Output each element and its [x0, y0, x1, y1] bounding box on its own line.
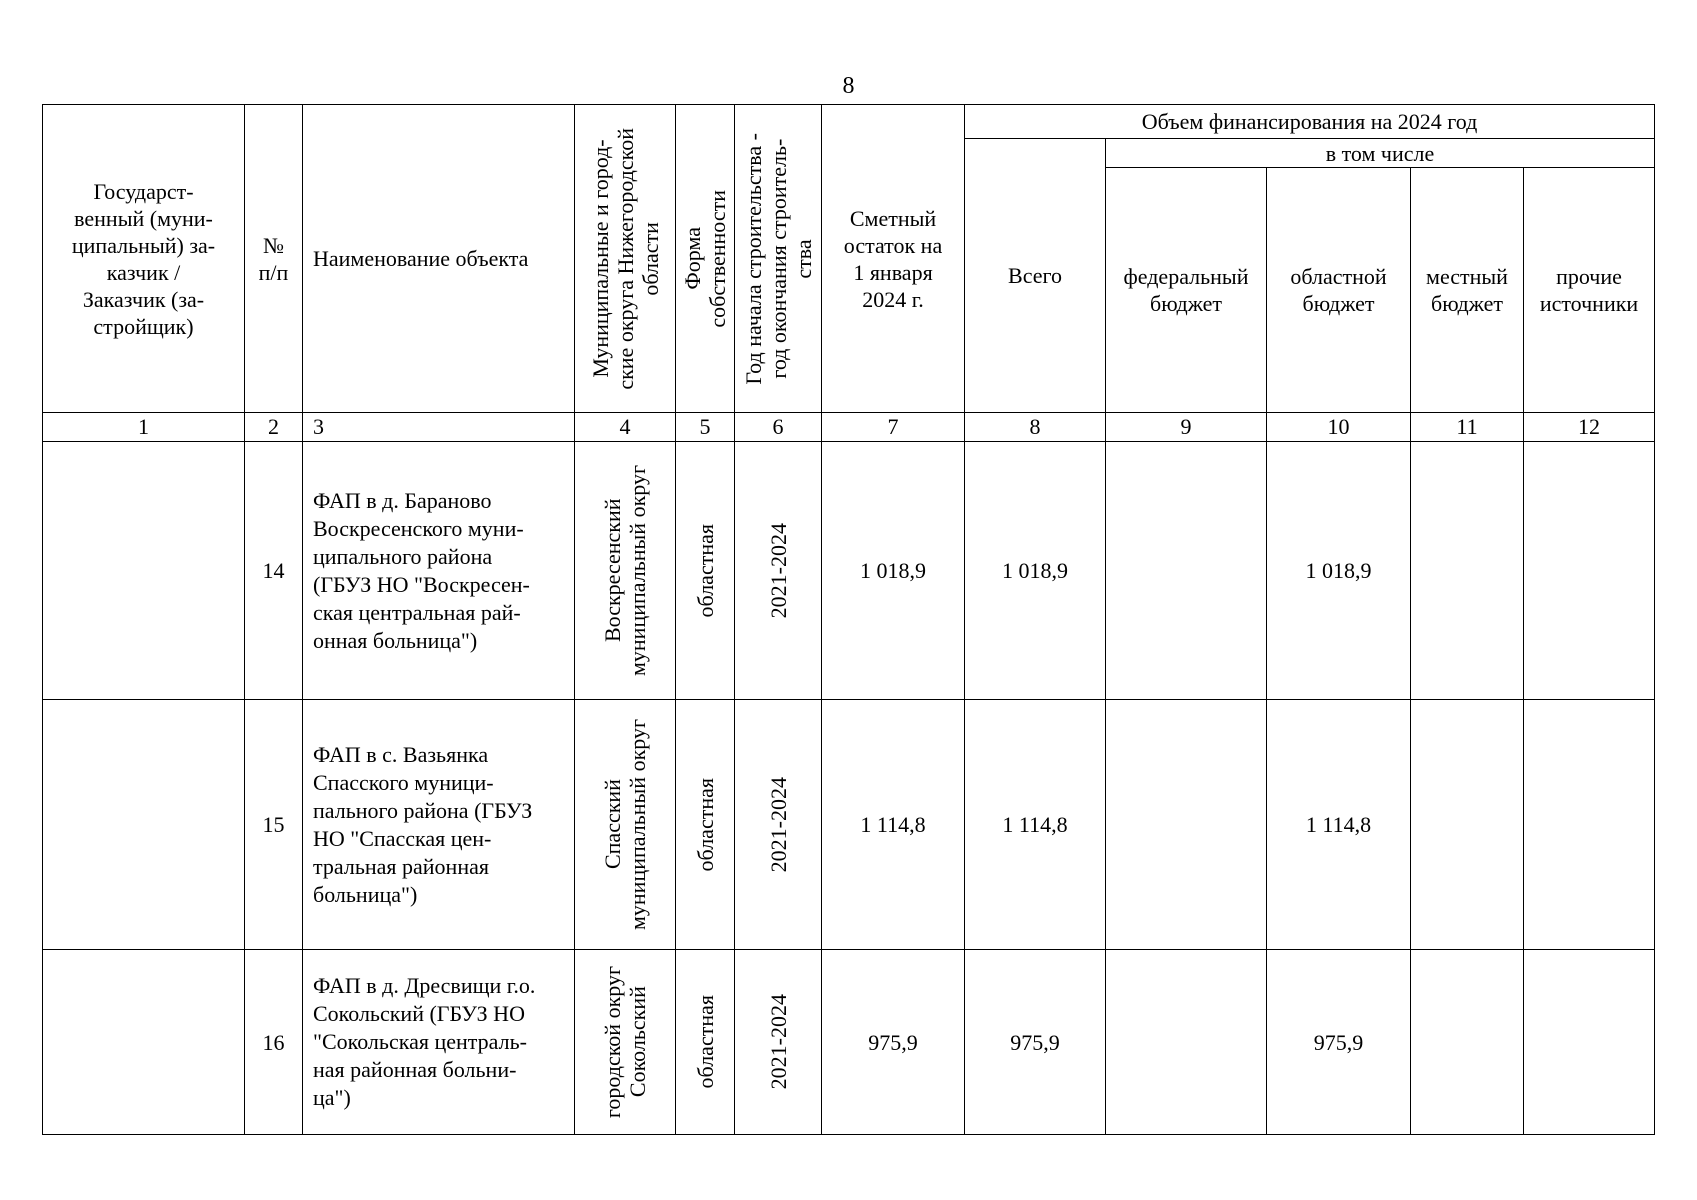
table-row	[43, 950, 1655, 1135]
header-num: № п/п	[245, 105, 303, 413]
row-district	[575, 700, 676, 950]
row-federal	[1106, 950, 1267, 1135]
header-local: местный бюджет	[1411, 168, 1524, 413]
row-other	[1524, 442, 1655, 700]
row-district-text: городской округ Сокольский	[600, 965, 650, 1119]
row-total: 975,9	[965, 950, 1106, 1135]
row-num: 14	[245, 442, 303, 700]
column-number: 10	[1267, 413, 1411, 442]
row-object-name: ФАП в с. Вазьянка Спасского муници- пального района (ГБУЗ НО "Спасская цен- тральная районная больница")	[303, 700, 575, 950]
header-district	[575, 105, 676, 413]
row-other	[1524, 700, 1655, 950]
header-total: Всего	[965, 139, 1106, 413]
row-balance: 1 114,8	[822, 700, 965, 950]
header-ownership-text: Форма собственности	[680, 189, 730, 328]
column-number: 2	[245, 413, 303, 442]
row-num: 16	[245, 950, 303, 1135]
row-regional: 1 114,8	[1267, 700, 1411, 950]
row-district	[575, 442, 676, 700]
row-years-text: 2021-2024	[765, 522, 791, 619]
row-ownership-text: областная	[692, 523, 718, 618]
row-other	[1524, 950, 1655, 1135]
column-number: 12	[1524, 413, 1655, 442]
row-years	[735, 950, 822, 1135]
row-federal	[1106, 442, 1267, 700]
column-number: 9	[1106, 413, 1267, 442]
column-number: 8	[965, 413, 1106, 442]
row-regional: 1 018,9	[1267, 442, 1411, 700]
row-years-text: 2021-2024	[765, 994, 791, 1090]
header-district-text: Муниципальные и город- ские округа Нижегородской области	[587, 127, 663, 390]
row-ownership	[676, 700, 735, 950]
row-district-text: Воскресенский муниципальный округ	[600, 464, 650, 676]
row-ownership-text: областная	[692, 777, 718, 872]
header-funding: Объем финансирования на 2024 год	[965, 105, 1655, 139]
row-customer	[43, 442, 245, 700]
row-ownership	[676, 442, 735, 700]
table-row	[43, 442, 1655, 700]
header-years-text: Год начала строительства - год окончания строитель- ства	[740, 132, 816, 385]
row-customer	[43, 700, 245, 950]
row-regional: 975,9	[1267, 950, 1411, 1135]
header-federal: федеральный бюджет	[1106, 168, 1267, 413]
column-number: 5	[676, 413, 735, 442]
header-name: Наименование объекта	[303, 105, 575, 413]
header-other: прочие источники	[1524, 168, 1655, 413]
column-number: 1	[43, 413, 245, 442]
financing-table	[42, 104, 1655, 1135]
row-district-text: Спасский муниципальный округ	[600, 718, 650, 930]
row-balance: 975,9	[822, 950, 965, 1135]
header-years	[735, 105, 822, 413]
row-balance: 1 018,9	[822, 442, 965, 700]
header-ownership	[676, 105, 735, 413]
row-local	[1411, 700, 1524, 950]
row-federal	[1106, 700, 1267, 950]
page-number: 8	[842, 73, 855, 99]
column-number: 7	[822, 413, 965, 442]
row-num: 15	[245, 700, 303, 950]
column-number: 4	[575, 413, 676, 442]
row-customer	[43, 950, 245, 1135]
row-years	[735, 700, 822, 950]
row-total: 1 114,8	[965, 700, 1106, 950]
header-customer: Государст- венный (муни- ципальный) за- казчик / Заказчик (за- стройщик)	[43, 105, 245, 413]
row-total: 1 018,9	[965, 442, 1106, 700]
row-years	[735, 442, 822, 700]
column-number: 6	[735, 413, 822, 442]
column-number: 3	[303, 413, 575, 442]
row-district	[575, 950, 676, 1135]
row-ownership	[676, 950, 735, 1135]
row-ownership-text: областная	[692, 995, 718, 1089]
table-row	[43, 700, 1655, 950]
header-regional: областной бюджет	[1267, 168, 1411, 413]
row-object-name: ФАП в д. Бараново Воскресенского муни- ципального района (ГБУЗ НО "Воскресен- ская центральная рай- онная больница")	[303, 442, 575, 700]
row-local	[1411, 442, 1524, 700]
column-number-row	[43, 413, 1655, 442]
row-local	[1411, 950, 1524, 1135]
column-number: 11	[1411, 413, 1524, 442]
row-object-name: ФАП в д. Дресвищи г.о. Сокольский (ГБУЗ НО "Сокольская централь- ная районная больни- ца")	[303, 950, 575, 1135]
header-including: в том числе	[1106, 139, 1655, 168]
row-years-text: 2021-2024	[765, 776, 791, 873]
header-balance: Сметный остаток на 1 января 2024 г.	[822, 105, 965, 413]
